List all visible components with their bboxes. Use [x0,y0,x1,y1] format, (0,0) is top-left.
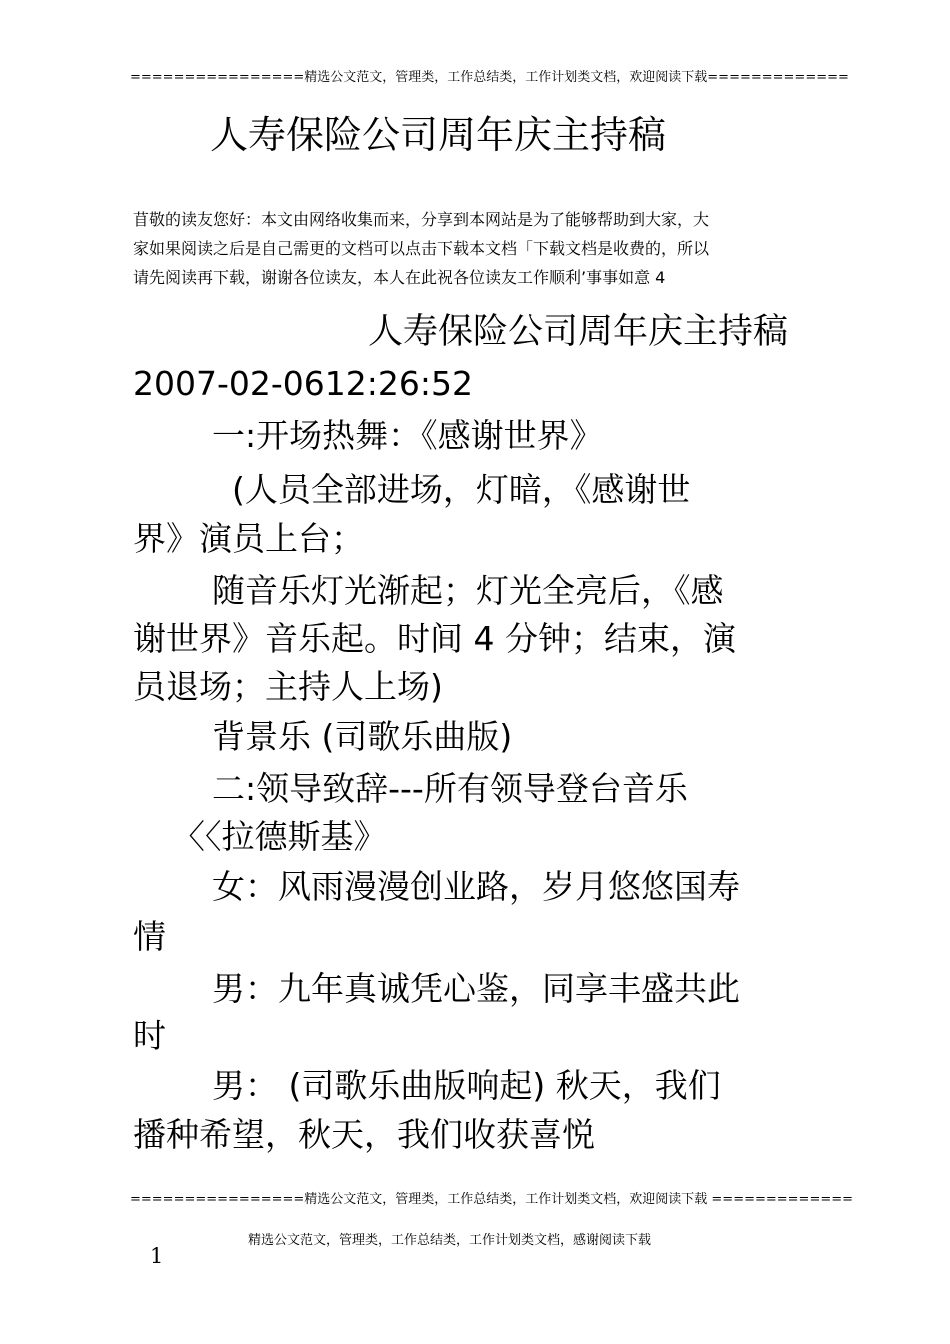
body-line: 二:领导致辞---所有领导登台音乐 [212,769,688,808]
footer-banner: ================精选公文范文，管理类，工作总结类，工作计划类文档，欢迎阅读下载 ============= [130,1192,854,1207]
body-line: 随音乐灯光渐起；灯光全亮后，《感 [212,571,724,610]
body-line: 情 [133,917,166,956]
body-line: (人员全部进场，灯暗，《感谢世 [232,470,691,509]
body-line: 背景乐 (司歌乐曲版) [212,717,513,756]
body-line: 播种希望，秋天，我们收获喜悦 [133,1115,595,1154]
intro-line: 苜敬的读友您好：本文由网络收集而来，分享到本网站是为了能够帮助到大家，大 [133,210,710,229]
intro-line: 家如果阅读之后是自己需更的文档可以点击下载本文档「下载文档是收费的，所以 [133,239,710,258]
body-line: 一:开场热舞：《感谢世界》 [212,416,603,455]
body-title: 人寿保险公司周年庆主持稿 [368,312,789,352]
body-line: 界》演员上台； [133,519,364,558]
header-banner: ================精选公文范文，管理类，工作总结类，工作计划类文档，欢迎阅读下载============= [130,70,849,85]
body-line: 男： (司歌乐曲版响起) 秋天，我们 [212,1066,721,1105]
body-line: 时 [133,1016,166,1055]
body-date: 2007-02-0612:26:52 [133,364,473,403]
body-line: 员退场；主持人上场) [133,667,443,706]
intro-line: 请先阅读再下载，谢谢各位读友，本人在此祝各位读友工作顺利’事事如意 4 [133,268,666,287]
body-line: 谢世界》音乐起。时间 4 分钟；结束，演 [133,619,736,658]
document-title: 人寿保险公司周年庆主持稿 [210,113,667,157]
body-line: 男：九年真诚凭心鉴，同享丰盛共此 [212,969,740,1008]
page-number: 1 [150,1244,164,1268]
body-line: 〈〈拉德斯基》 [172,817,387,856]
footer-note: 精选公文范文，管理类，工作总结类，工作计划类文档，感谢阅读下载 [248,1233,652,1248]
body-line: 女：风雨漫漫创业路，岁月悠悠国寿 [212,867,740,906]
intro-paragraph [133,205,833,292]
